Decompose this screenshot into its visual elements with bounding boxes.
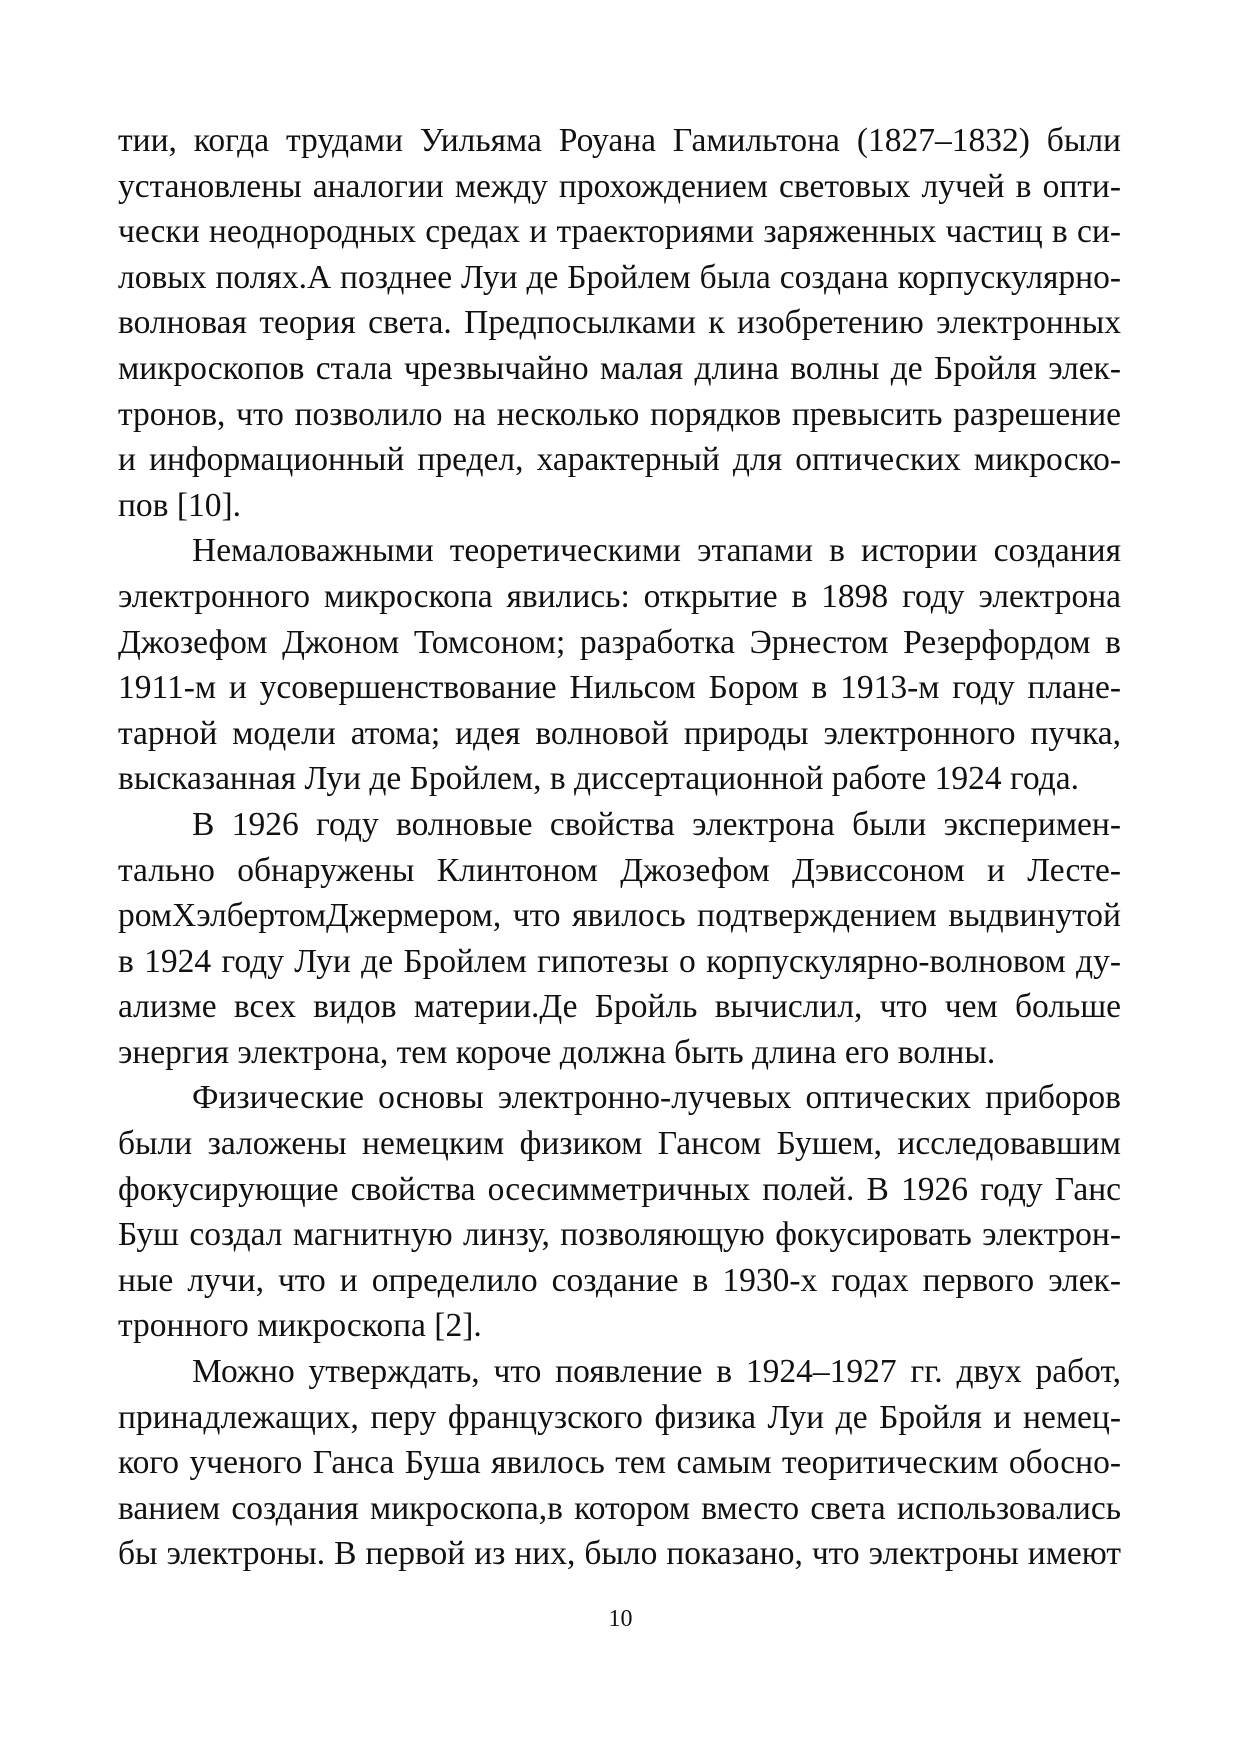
text-line: энергия электрона, тем короче должна быть длина его волны. <box>118 1033 996 1071</box>
text-line: были заложены немецким физиком Гансом Бушем, исследовавшим <box>118 1125 1121 1163</box>
text-line: бы электроны. В первой из них, было показано, что электроны имеют <box>118 1535 1121 1573</box>
text-line: кого ученого Ганса Буша явилось тем самым теоритическим обосно- <box>118 1444 1121 1482</box>
text-line: ализме всех видов материи.Де Бройль вычислил, что чем больше <box>118 988 1121 1026</box>
text-line: тарной модели атома; идея волновой природы электронного пучка, <box>118 714 1121 752</box>
text-line: и информационный предел, характерный для оптических микроско- <box>118 441 1121 479</box>
text-line: микроскопов стала чрезвычайно малая длина волны де Бройля элек- <box>118 349 1121 387</box>
text-line: ванием создания микроскопа,в котором вместо света использовались <box>118 1489 1121 1527</box>
text-line: чески неоднородных средах и траекториями заряженных частиц в си- <box>118 213 1121 251</box>
text-line: пов [10]. <box>118 486 242 524</box>
text-line: Буш создал магнитную линзу, позволяющую фокусировать электрон- <box>118 1216 1121 1254</box>
text-line: электронного микроскопа явились: открытие в 1898 году электрона <box>118 577 1121 615</box>
text-line: установлены аналогии между прохождением световых лучей в опти- <box>118 167 1121 205</box>
text-line: Можно утверждать, что появление в 1924–1927 гг. двух работ, <box>192 1353 1121 1391</box>
text-line: тии, когда трудами Уильяма Роуана Гамильтона (1827–1832) были <box>118 122 1121 159</box>
text-line: тронов, что позволило на несколько порядков превысить разрешение <box>118 395 1121 433</box>
text-line: в 1924 году Луи де Бройлем гипотезы о корпускулярно-волновом ду- <box>118 942 1121 980</box>
text-line: высказанная Луи де Бройлем, в диссертационной работе 1924 года. <box>118 760 1079 798</box>
paragraph <box>118 1349 1121 1577</box>
paragraph <box>118 118 1121 528</box>
text-line: ромХэлбертомДжермером, что явилось подтверждением выдвинутой <box>118 897 1121 935</box>
text-line: Немаловажными теоретическими этапами в истории создания <box>192 532 1121 570</box>
text-line: фокусирующие свойства осесимметричных полей. В 1926 году Ганс <box>118 1170 1121 1208</box>
paragraph <box>118 802 1121 1076</box>
page-number: 10 <box>608 1606 633 1632</box>
text-line: ловых полях.А позднее Луи де Бройлем была создана корпускулярно- <box>118 258 1121 296</box>
text-line: ные лучи, что и определило создание в 1930-х годах первого элек- <box>118 1261 1121 1299</box>
text-line: В 1926 году волновые свойства электрона были эксперимен- <box>192 805 1121 843</box>
text-line: Физические основы электронно-лучевых оптических приборов <box>192 1079 1121 1117</box>
text-line: волновая теория света. Предпосылками к изобретению электронных <box>118 304 1121 342</box>
paragraph <box>118 1075 1121 1349</box>
text-line: тально обнаружены Клинтоном Джозефом Дэвиссоном и Лесте- <box>118 851 1121 889</box>
text-line: Джозефом Джоном Томсоном; разработка Эрнестом Резерфордом в <box>118 623 1121 661</box>
paragraph <box>118 528 1121 802</box>
text-line: принадлежащих, перу французского физика Луи де Бройля и немец- <box>118 1398 1121 1436</box>
text-line: 1911-м и усовершенствование Нильсом Бором в 1913-м году плане- <box>118 669 1121 707</box>
text-line: тронного микроскопа [2]. <box>118 1307 482 1345</box>
body-text <box>118 118 1121 1577</box>
